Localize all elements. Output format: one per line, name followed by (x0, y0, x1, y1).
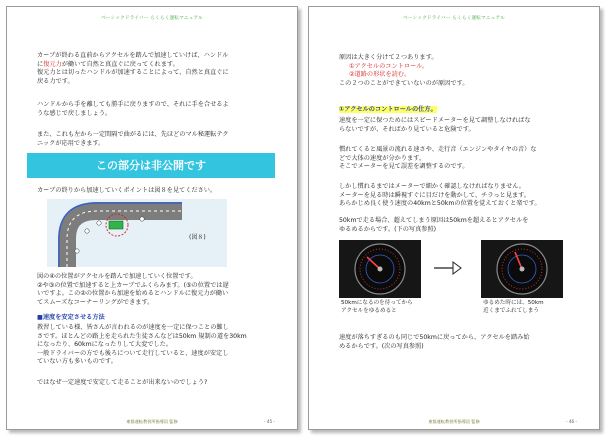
page-number: - 46 - (565, 419, 577, 424)
paragraph-1 (339, 54, 571, 88)
text-line: カーブが終わる直前からアクセルを踏んで加速していけば、ハンドル (37, 52, 229, 59)
text-line: メーターを見る時は瞬視すぐに目だけを動かして、チラっと見ます。 (339, 191, 530, 199)
text-line: この２つのことができていないのが原因です。 (339, 79, 469, 87)
paragraph-5 (37, 273, 269, 307)
text-line: ハンドルから手を離しても勝手に戻りますので、それに手を合せるよ (37, 101, 229, 108)
text-line: あらかじめ良く使う速度の40kmと50kmの位置を覚えておくと楽です。 (339, 200, 541, 208)
text-line: ゆるめるからです。(下の写真参照) (339, 225, 437, 233)
section-heading: ■速度を安定させる方法 (37, 314, 105, 321)
text-line: 速度が落ちすぎるのも同じで50kmに戻ってから、アクセルを踏み始 (339, 334, 530, 341)
highlighted-heading: ①アクセルのコントロールの仕方。 (339, 106, 437, 113)
caption-left (341, 300, 436, 315)
text-line: に復元力が働いて自然と真直ぐに戻ってくれます。 (37, 60, 179, 68)
figure-8-curve-diagram (47, 199, 227, 267)
caption-line: 近くまでふれてしまう (483, 307, 539, 314)
footer-credit: 東都運転教習所指導員 監修 (428, 419, 480, 424)
text-line: 図の④の位置がアクセルを踏んで加速していく位置です。 (37, 273, 197, 280)
text-line: ていない方も多いものです。 (37, 358, 117, 366)
page-number: - 45 - (263, 419, 275, 424)
text-line: 一般ドライバーの方でも後ろについて走行していると、速度が安定し (37, 349, 229, 357)
text-line: さです。ほとんどの路上を走られた生徒さんなどは50km 規制の道を30km (37, 332, 247, 340)
highlight-heading (339, 106, 571, 115)
text-line: てスムーズなコーナーリングができます。 (37, 298, 154, 306)
paragraph-2 (37, 101, 269, 118)
paragraph-7 (37, 379, 269, 388)
car-icon (109, 221, 123, 229)
left-page (6, 6, 298, 430)
text-line: 慣れてくると風景の流れる速さや、走行音（エンジンやタイヤの音）な (339, 146, 537, 153)
paragraph-4 (37, 187, 269, 196)
page-header: ベーシックドライバー らくらく運転マニュアル (403, 16, 505, 21)
paragraph-2 (339, 117, 571, 134)
figure-label: (図８) (189, 234, 206, 241)
text-line: しかし慣れるまではメーターで細かく確認しなければなりません。 (339, 183, 525, 190)
text-line: 復元力とは切ったハンドルが加速することによって、自然と真直ぐに (37, 69, 229, 77)
text-line: めるからです。(次の写真参照) (339, 342, 424, 350)
caption-line: ゆるめた時には、50km (483, 300, 544, 306)
text-line: そこでメーターを見て誤差を調整するのです。 (339, 163, 469, 171)
caption-line: 50kmになるのを待ってから (341, 300, 413, 306)
footer-credit: 東都運転教習所指導員 監修 (126, 419, 178, 424)
page-header: ベーシックドライバー らくらく運転マニュアル (101, 16, 203, 21)
text-line: どで大体の速度が分かります。 (339, 154, 426, 162)
caption-line: アクセルをゆるめると (341, 307, 397, 314)
non-public-banner: この部分は非公開です (27, 153, 275, 178)
caption-right (483, 300, 578, 315)
text-line: 戻る力です。 (37, 77, 74, 85)
text-line: 教習している様、皆さんが言われるのが速度を一定に保つことの難し (37, 324, 229, 331)
text-line: 速度を一定に保つためにはスピードメーターを見て調整しなければな (339, 117, 531, 124)
text-line: ニックが応用できます。 (37, 139, 105, 147)
text-line: カーブの終りから加速していくポイントは図８を見てください。 (37, 187, 217, 194)
text-line: いですよ。この②の位置から加速を始めるとハンドルに復元力が働い (37, 290, 229, 298)
text-line: ②道路の形状を読む。 (349, 71, 411, 79)
page-footer (309, 419, 599, 425)
text-line: ②や③の位置で加速すると上カーブでふくらみます。(⑤の位置では遅 (37, 281, 229, 289)
text-line: また、これも左から一定間隔で曲がるには、先ほどのマル秘運転テク (37, 131, 229, 138)
text-line: になったり、60kmになったりして大変でした。 (37, 341, 173, 349)
paragraph-6 (339, 334, 571, 351)
page-footer (7, 419, 297, 425)
text-line: ではなぜ一定速度で安定して走ることが出来ないのでしょう? (37, 379, 208, 386)
text-line: 原因は大きく分けて２つあります。 (339, 54, 438, 61)
paragraph-3 (339, 146, 571, 172)
text-line: 50kmで走る場合、超えてしまう原因は50kmを超えるとアクセルを (339, 217, 529, 224)
right-page (308, 6, 600, 430)
paragraph-4 (339, 183, 571, 209)
text-line: らないですが、そればかり見ていると危険です。 (339, 125, 475, 133)
paragraph-6 (37, 324, 269, 367)
paragraph-1 (37, 52, 269, 86)
text-line: うな感じで戻しましょう。 (37, 109, 112, 117)
paragraph-3 (37, 131, 269, 148)
text-line: ①アクセルのコントロール。 (349, 62, 428, 70)
section-title (37, 314, 269, 323)
paragraph-5 (339, 217, 571, 234)
